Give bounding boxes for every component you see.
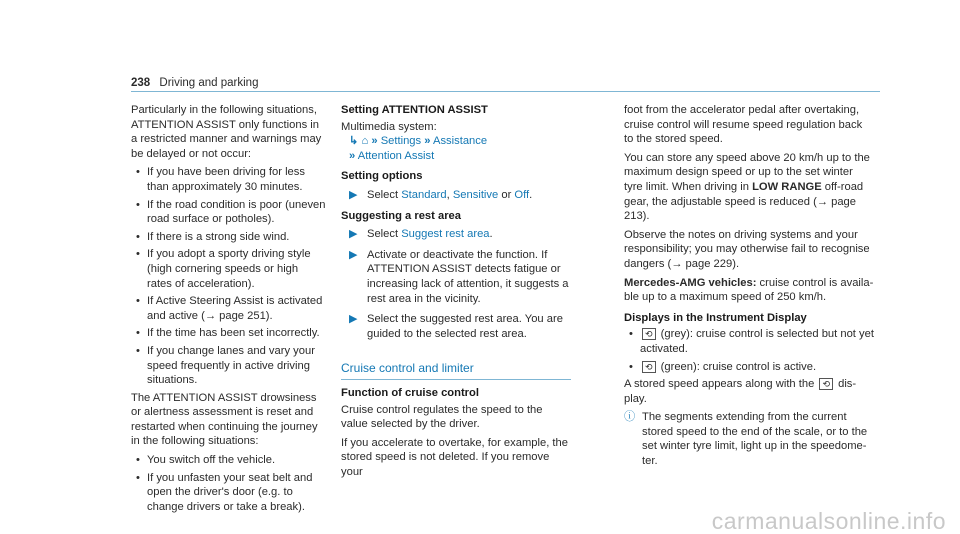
step-arrow-icon: ▶ [349,248,358,261]
list-item: • If you unfasten your seat belt and open the driver's door (e.g. to change drivers or take a break). [136,471,313,513]
amg-paragraph: Mercedes-AMG vehicles: cruise control is available up to a maximum speed of 250 km/h. [624,276,874,304]
heading-setting: Setting ATTENTION ASSIST [341,104,488,116]
path-settings: Settings [380,135,422,148]
list-item: • You switch off the vehicle. [136,454,276,467]
instruction-step: ▶ Select the suggested rest area. You are guided to the selected rest area. [341,312,571,341]
step-arrow-icon: ▶ [349,188,358,201]
low-range-label: LOW RANGE [752,180,822,193]
multimedia-label: Multimedia system: [341,120,437,133]
intro-paragraph: Particularly in the following situations, ATTENTION ASSIST only functions in a restricted manner and warnings may be delayed or not occur: [131,104,322,160]
list-item: • If the time has been set incorrectly. [136,327,320,340]
menu-path [341,134,571,163]
step-arrow-icon: ▶ [349,313,358,326]
list-item: • ⟲ (green): cruise control is active. [629,360,817,373]
cruise-control-icon: ⟲ [642,361,656,373]
column-3 [624,103,874,469]
instruction-step: ▶ Activate or deactivate the function. If ATTENTION ASSIST detects fatigue or increasing lack of attention, it suggests a rest area in the vicinity. [341,248,571,306]
list-item: • If you change lanes and vary your speed frequently in active driving situations. [136,344,315,387]
path-arrow-icon: ↳ [349,135,359,148]
option-suggest-rest-area: Suggest rest area [401,228,490,241]
list-item: • If the road condition is poor (uneven road surface or potholes). [136,198,326,226]
home-icon: ⌂ [361,135,369,148]
instruction-step: ▶ Select Standard, Sensitive or Off. [341,188,571,203]
path-assistance: Assistance [432,135,488,148]
option-sensitive: Sensitive [452,188,499,201]
heading-function: Function of cruise control [341,386,479,399]
header-rule [131,91,880,92]
column-2 [341,103,571,483]
heading-setting-options: Setting options [341,170,423,183]
path-attention-assist: Attention Assist [357,149,435,162]
note: ⓘ The segments extending from the current stored speed to the end of the scale, or to the set winter tyre limit, light up in the speedometer. [624,411,868,468]
instruction-step: ▶ Select Suggest rest area. [341,227,571,242]
cruise-control-icon: ⟲ [642,328,656,340]
section-heading: Cruise control and limiter [341,361,571,380]
section-title: Driving and parking [159,77,259,89]
heading-suggest: Suggesting a rest area [341,209,461,222]
resume-paragraph: foot from the accelerator pedal after overtaking, cruise control will resume speed regulation back to the stored speed. [624,104,863,146]
step-arrow-icon: ▶ [349,228,358,241]
double-chevron-icon: » [349,149,356,162]
list-item: • If you have been driving for less than approximately 30 minutes. [136,166,305,193]
watermark: carmanualsonline.info [711,508,946,534]
list-item: • If there is a strong side wind. [136,230,290,243]
observe-paragraph: Observe the notes on driving systems and your responsibility; you may otherwise fail to recognise dangers (→ page 229). [624,228,870,270]
overtake-paragraph: If you accelerate to overtake, for example, the stored speed is not deleted. If you remove your [341,436,568,478]
info-icon: ⓘ [624,411,636,424]
cruise-control-icon: ⟲ [819,378,833,390]
stored-speed-paragraph: A stored speed appears along with the ⟲ display. [624,378,857,405]
list-item: • If you adopt a sporty driving style (high cornering speeds or high rates of acceleration). [136,248,311,290]
store-speed-paragraph: You can store any speed above 20 km/h up to the maximum design speed or up to the set winter tyre limit. When driving in LOW RANGE off-road gear, the adjustable speed is reduced (→ page 213). [624,151,870,223]
list-item: • ⟲ (grey): cruise control is selected but not yet activated. [629,328,874,355]
double-chevron-icon: » [371,135,378,148]
column-1 [131,103,326,517]
list-item: • If Active Steering Assist is activated and active (→ page 251). [136,295,323,322]
reset-paragraph: The ATTENTION ASSIST drowsiness or alertness assessment is reset and restarted when continuing the journey in the following situations: [131,391,318,448]
function-paragraph: Cruise control regulates the speed to the value selected by the driver. [341,403,543,431]
page-number: 238 [131,77,151,89]
double-chevron-icon: » [424,135,431,148]
page-header [131,76,258,91]
heading-displays: Displays in the Instrument Display [624,311,807,324]
option-off: Off [514,188,530,201]
option-standard: Standard [401,188,447,201]
